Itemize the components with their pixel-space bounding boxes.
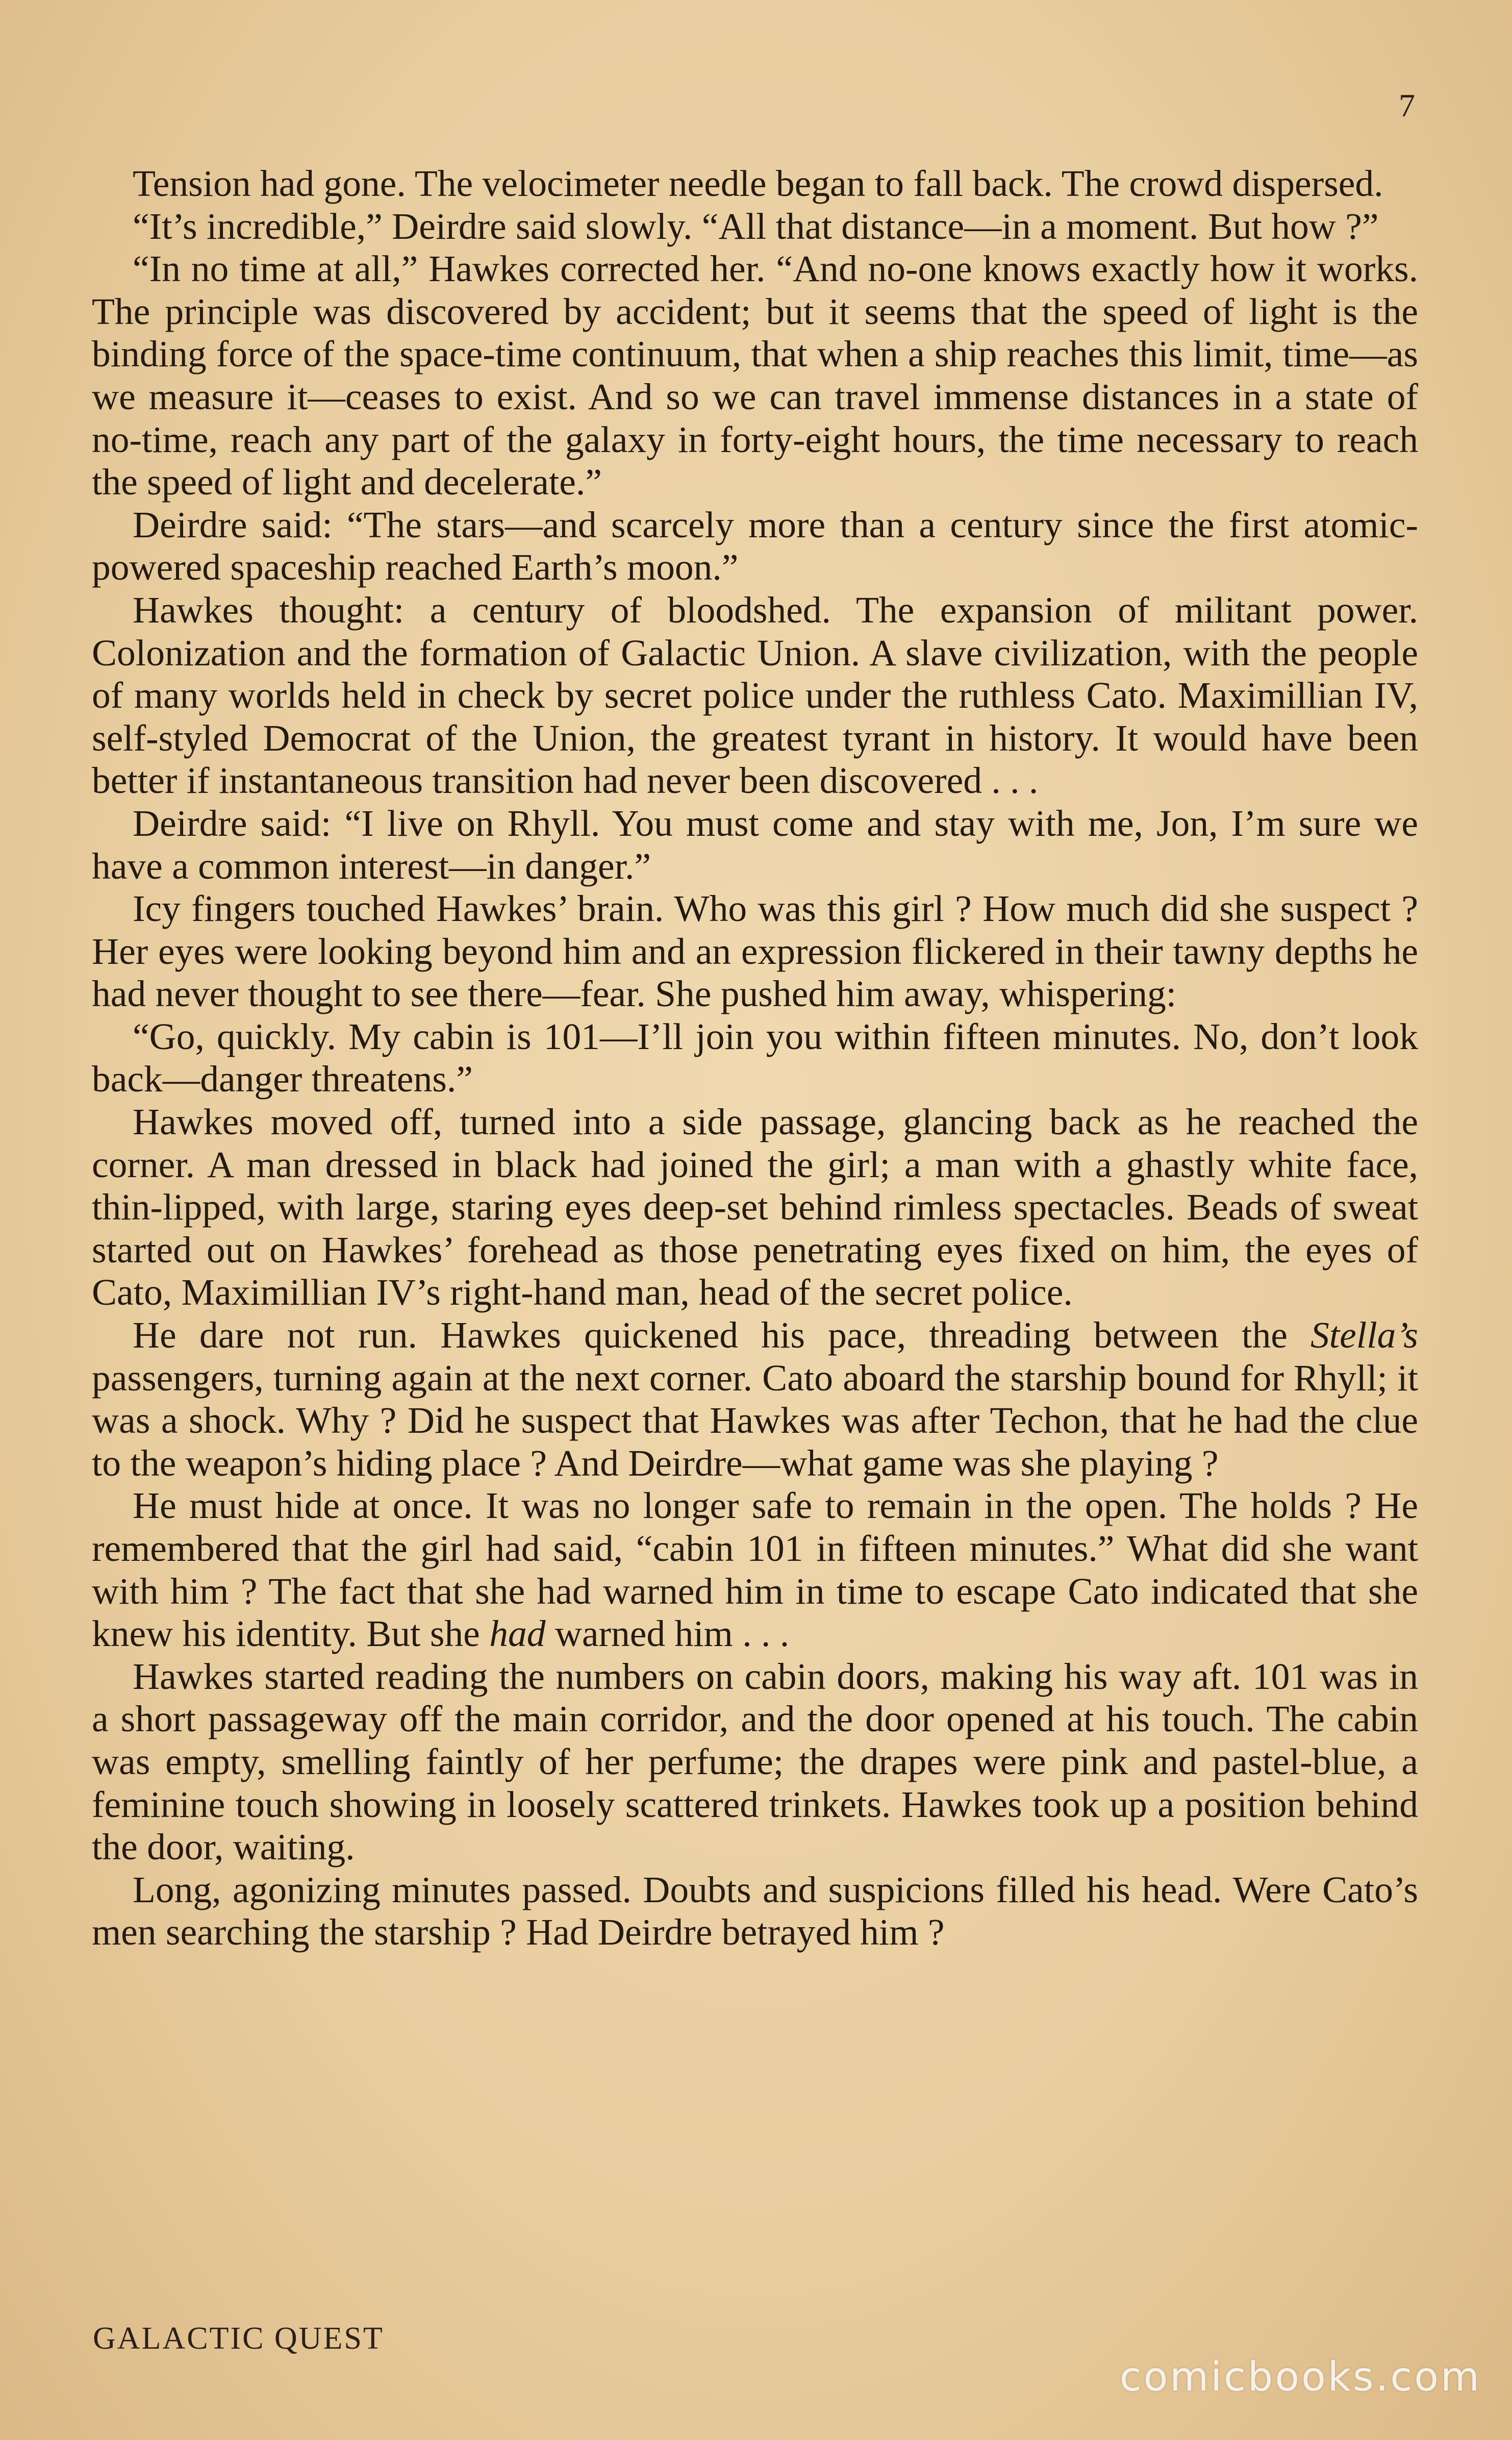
paragraph: Hawkes thought: a century of bloodshed. The expansion of militant power. Colonization and the formation of Galactic Union. A slave civilization, with the people of many worlds held in check by secret police under the ruthless Cato. Maximillian IV, self-styled Democrat of the Union, the greatest tyrant in history. It would have been better if instantaneous transition had never been discovered . . . [92,589,1418,802]
paragraph: “It’s incredible,” Deirdre said slowly. “All that distance—in a moment. But how ?” [133,205,1379,247]
paragraph-text: warned him . . . [545,1613,790,1655]
paragraph: Hawkes moved off, turned into a side passage, glancing back as he reached the corner. A man dressed in black had joined the girl; a man with a ghastly white face, thin-lipped, with large, staring eyes deep-set behind rimless spectacles. Beads of sweat started out on Hawkes’ forehead as those penetrating eyes fixed on him, the eyes of Cato, Maximillian IV’s right-hand man, head of the secret police. [92,1101,1418,1313]
page-number: 7 [1399,87,1415,123]
paragraph: Tension had gone. The velocimeter needle began to fall back. The crowd dispersed. [133,163,1383,204]
emphasis-italic: had [489,1613,546,1655]
ship-name-italic: Stella’s [1311,1314,1418,1356]
paragraph [92,1314,1418,1484]
paragraph: Deirdre said: “I live on Rhyll. You must come and stay with me, Jon, I’m sure we have a common interest—in danger.” [92,802,1418,887]
paragraph: Icy fingers touched Hawkes’ brain. Who was this girl ? How much did she suspect ? Her eyes were looking beyond him and an expression flickered in their tawny depths he had never thought to see there—fear. She pushed him away, whispering: [92,888,1418,1015]
paragraph: “Go, quickly. My cabin is 101—I’ll join you within fifteen minutes. No, don’t look back—danger threatens.” [92,1015,1418,1100]
paragraph-text: He dare not run. Hawkes quickened his pace, threading between the [133,1314,1311,1356]
paragraph [92,1484,1418,1655]
paragraph-text: He must hide at once. It was no longer safe to remain in the open. The holds ? He remembered that the girl had said, “cabin 101 in fifteen minutes.” What did she want with him ? The fact that she had warned him in time to escape Cato indicated that she knew his identity. But she [92,1485,1418,1655]
paragraph: Deirdre said: “The stars—and scarcely more than a century since the first atomic-powered spaceship reached Earth’s moon.” [92,504,1418,588]
paragraph-text: passengers, turning again at the next corner. Cato aboard the starship bound for Rhyll; it was a shock. Why ? Did he suspect that Hawkes was after Techon, that he had the clue to the weapon’s hiding place ? And Deirdre—what game was she playing ? [92,1357,1418,1484]
story-text [92,162,1418,1954]
running-footer-title: GALACTIC QUEST [93,2321,384,2356]
paragraph: Hawkes started reading the numbers on cabin doors, making his way aft. 101 was in a short passageway off the main corridor, and the door opened at his touch. The cabin was empty, smelling faintly of her perfume; the drapes were pink and pastel-blue, a feminine touch showing in loosely scattered trinkets. Hawkes took up a position behind the door, waiting. [92,1655,1418,1868]
watermark: comicbooks.com [1119,2354,1481,2400]
paragraph: “In no time at all,” Hawkes corrected her. “And no-one knows exactly how it works. The principle was discovered by accident; but it seems that the speed of light is the binding force of the space-time continuum, that when a ship reaches this limit, time—as we measure it—ceases to exist. And so we can travel immense distances in a state of no-time, reach any part of the galaxy in forty-eight hours, the time necessary to reach the speed of light and decelerate.” [92,248,1418,503]
paragraph: Long, agonizing minutes passed. Doubts and suspicions filled his head. Were Cato’s men searching the starship ? Had Deirdre betrayed him ? [92,1869,1418,1953]
